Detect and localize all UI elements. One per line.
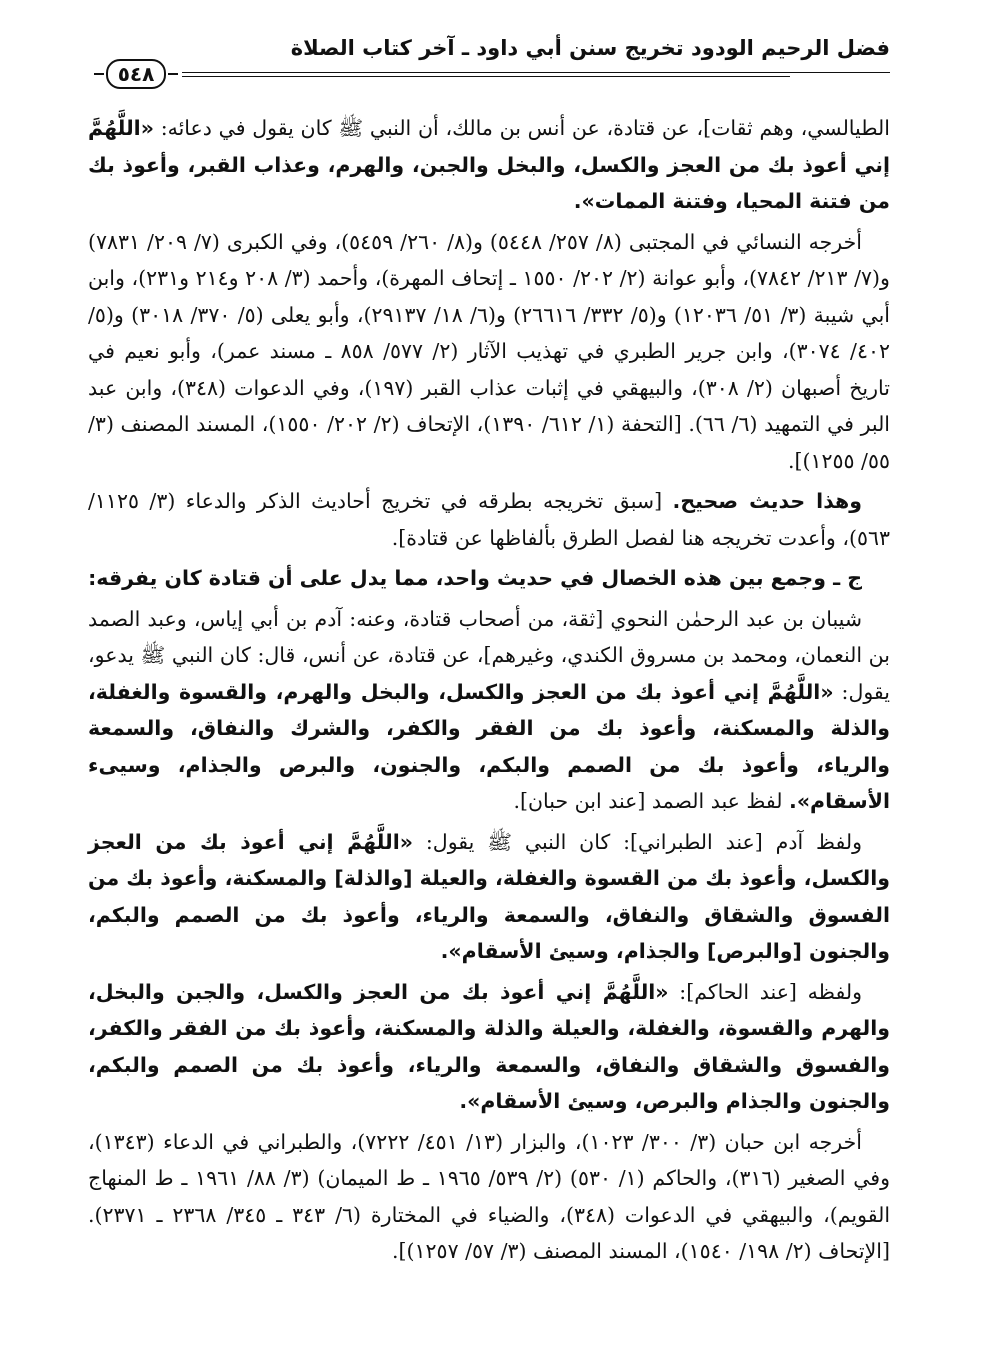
page-header	[90, 28, 890, 98]
paragraph	[88, 824, 890, 970]
text-run: ولفظ آدم [عند الطبراني]: كان النبي ﷺ يقول:	[413, 829, 863, 854]
paragraph	[88, 110, 890, 220]
ornament-dash	[94, 73, 104, 75]
bold-text-run: «اللَّهُمَّ إني أعوذ بك من العجز والكسل، والجبن والبخل، والهرم والقسوة، والغفلة، والعيلة والذلة والمسكنة، وأعوذ بك من الفقر والكفر، والفسوق والشقاق والنفاق، والسمعة والرياء، وأعوذ بك من الصمم والبكم، والجنون والجذام والبرص، وسيئ الأسقام».	[88, 979, 890, 1113]
paragraph	[88, 1124, 890, 1270]
text-run: ولفظه [عند الحاكم]:	[668, 979, 862, 1004]
text-run: أخرجه ابن حبان (٣/ ٣٠٠/ ١٠٢٣)، والبزار (١٣/ ٤٥١/ ٧٢٢٢)، والطبراني في الدعاء (١٣٤٣)، وفي الصغير (٣١٦)، والحاكم (١/ ٥٣٠) (٢/ ٥٣٩/ ١٩٦٥ ـ ط الميمان) (٣/ ٨٨/ ١٩٦١ ـ ط المنهاج القويم)، والبيهقي في الدعوات (٣٤٨)، والضياء في المختارة (٦/ ٣٤٣ ـ ٣٤٥/ ٢٣٦٨ ـ ٢٣٧١). [الإتحاف (٢/ ١٩٨/ ١٥٤٠)، المسند المصنف (٣/ ٥٧/ ١٢٥٧)].	[88, 1129, 891, 1263]
text-run: شيبان بن عبد الرحمٰن النحوي [ثقة، من أصحاب قتادة، وعنه: آدم بن أبي إياس، وعبد الصمد بن النعمان، ومحمد بن مسروق الكندي، وغيرهم]، عن قتادة، عن أنس، قال: كان النبي ﷺ يدعو، يقول:	[88, 606, 891, 704]
bold-text-run: ج ـ وجمع بين هذه الخصال في حديث واحد، مما يدل على أن قتادة كان يفرقه:	[88, 566, 862, 590]
paragraph	[88, 560, 890, 597]
header-rule	[90, 72, 890, 73]
page-body	[88, 110, 890, 1274]
bold-text-run: «اللَّهُمَّ إني أعوذ بك من العجز والكسل، وأعوذ بك من القسوة والغفلة، والعيلة [والذلة] والمسكنة، وأعوذ بك من الفسوق والشقاق والنفاق، والسمعة والرياء، وأعوذ بك من الصمم والبكم، والجنون [والبرص] والجذام، وسيئ الأسقام».	[88, 829, 890, 963]
text-run: الطيالسي، وهم ثقات]، عن قتادة، عن أنس بن مالك، أن النبي ﷺ كان يقول في دعائه:	[153, 116, 890, 140]
page-number-badge	[90, 58, 182, 90]
text-run: أخرجه النسائي في المجتبى (٨/ ٢٥٧/ ٥٤٤٨) و(٨/ ٢٦٠/ ٥٤٥٩)، وفي الكبرى (٧/ ٢٠٩/ ٧٨٣١) و(٧/ ٢١٣/ ٧٨٤٢)، وأبو عوانة (٢/ ٢٠٢/ ١٥٥٠ ـ إتحاف المهرة)، وأحمد (٣/ ٢٠٨ و٢١٤ و٢٣١)، وابن أبي شيبة (٣/ ٥١/ ١٢٠٣٦) و(٥/ ٣٣٢/ ٢٦٦١٦) و(٦/ ١٨/ ٢٩١٣٧)، وأبو يعلى (٥/ ٣٧٠/ ٣٠١٨) و(٥/ ٤٠٢/ ٣٠٧٤)، وابن جرير الطبري في تهذيب الآثار (٢/ ٥٧٧/ ٨٥٨ ـ مسند عمر)، وأبو نعيم في تاريخ أصبهان (٢/ ٣٠٨)، والبيهقي في إثبات عذاب القبر (١٩٧)، وفي الدعوات (٣٤٨)، وابن عبد البر في التمهيد (٦/ ٦٦). [التحفة (١/ ٦١٢/ ١٣٩٠)، الإتحاف (٢/ ٢٠٢/ ١٥٥٠)، المسند المصنف (٣/ ٥٥/ ١٢٥٥)].	[88, 229, 891, 473]
paragraph	[88, 601, 890, 820]
paragraph	[88, 224, 890, 480]
bold-text-run: «اللَّهُمَّ إني أعوذ بك من العجز والكسل، والبخل والجبن، والهرم، وعذاب القبر، وأعوذ بك من فتنة المحيا، وفتنة الممات».	[88, 116, 890, 213]
running-title: فضل الرحيم الودود تخريج سنن أبي داود ـ آخر كتاب الصلاة	[290, 36, 890, 60]
page-number: ٥٤٨	[106, 59, 167, 89]
text-run: لفظ عبد الصمد [عند ابن حبان].	[513, 789, 790, 813]
header-rule-secondary	[90, 76, 790, 77]
paragraph	[88, 974, 890, 1120]
text-run: [سبق تخريجه بطرقه في تخريج أحاديث الذكر والدعاء (٣/ ١١٢٥/ ٥٦٣)، وأعدت تخريجه هنا لفصل الطرق بألفاظها عن قتادة].	[88, 489, 890, 550]
bold-text-run: «اللَّهُمَّ إني أعوذ بك من العجز والكسل، والبخل والهرم، والقسوة والغفلة، والذلة والمسكنة، وأعوذ بك من الفقر والكفر، والشرك والنفاق، والسمعة والرياء، وأعوذ بك من الصمم والبكم، والجنون، والبرص والجذام، وسيىء الأسقام».	[88, 679, 890, 813]
paragraph	[88, 483, 890, 556]
bold-text-run: وهذا حديث صحيح.	[672, 489, 862, 513]
ornament-dash	[168, 73, 178, 75]
